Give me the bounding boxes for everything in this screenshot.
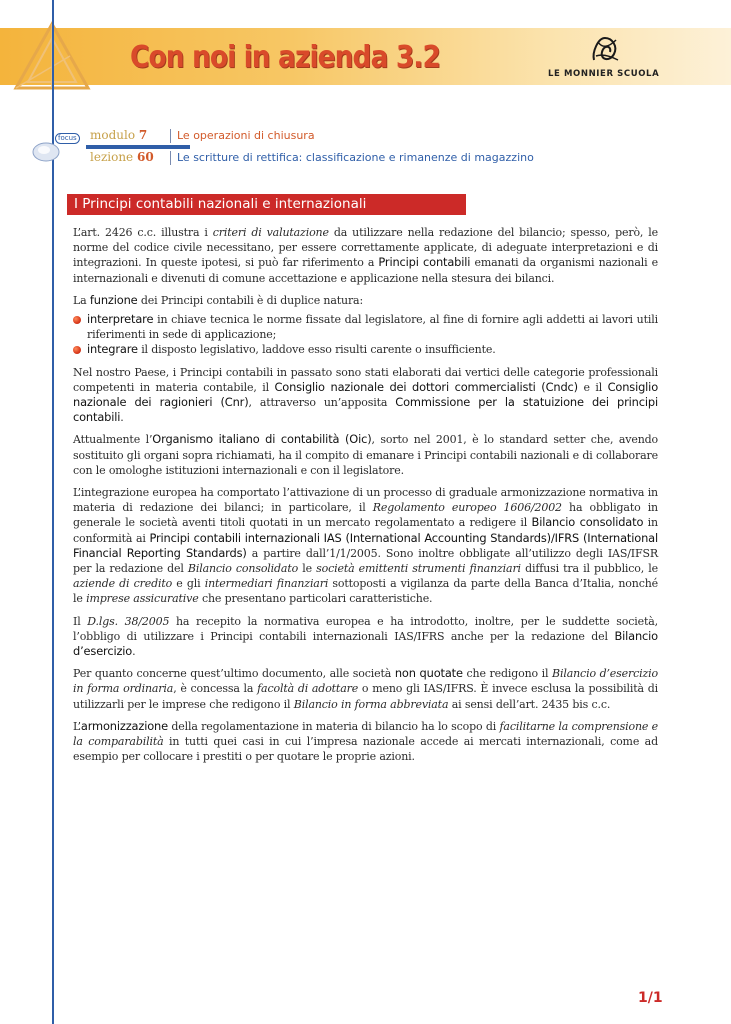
paragraph: L’art. 2426 c.c. illustra i criteri di valutazione da utilizzare nella redazione del bilancio; spesso, però, le norme del codice civile necessitano, per essere correttamente applicate, di adeguate interpretazioni e di integrazioni. In queste ipotesi, si può far riferimento a Principi contabili emanati da organismi nazionali e internazionali e divenuti di comune accettazione e applicazione nella stesura dei bilanci.	[73, 226, 659, 285]
module-title: Le operazioni di chiusura	[177, 129, 315, 142]
paragraph: Nel nostro Paese, i Principi contabili in passato sono stati elaborati dai vertici delle categorie professionali competenti in materia contabile, il Consiglio nazionale dei dottori commercialisti (Cndc) e il Consiglio nazionale dei ragionieri (Cnr), attraverso un’apposita Commissione per la statuizione dei principi contabili.	[73, 365, 659, 425]
function-list	[73, 312, 658, 358]
list-item: integrare il disposto legislativo, laddove esso risulti carente o insufficiente.	[73, 342, 658, 357]
lesson-number: 60	[136, 150, 154, 164]
page-number: 1/1	[638, 990, 663, 1006]
bullet-icon	[73, 346, 81, 354]
lesson-label	[90, 150, 154, 164]
module-number: 7	[138, 128, 148, 142]
module-underline	[86, 145, 190, 149]
paragraph: L’armonizzazione della regolamentazione in materia di bilancio ha lo scopo di facilitarne la comprensione e la comparabilità in tutti quei casi in cui l’impresa nazionale accede ai mercati internazionali, come ad esempio per collocare i prestiti o per quotare le proprie azioni.	[73, 718, 658, 764]
lesson-title: Le scritture di rettifica: classificazione e rimanenze di magazzino	[177, 151, 534, 164]
paragraph: La funzione dei Principi contabili è di duplice natura:	[73, 292, 364, 307]
module-label	[90, 128, 147, 142]
paragraph: L’integrazione europea ha comportato l’attivazione di un processo di graduale armonizzazione normativa in materia di redazione dei bilanci; in particolare, il Regolamento europeo 1606/2002 ha obbligato in generale le società aventi titoli quotati in un mercato regolamentato a redigere il Bilancio consolidato in conformità ai Principi contabili internazionali IAS (International Accounting Standards)/IFRS (International Financial Reporting Standards) a partire dall’1/1/2005. Sono inoltre obbligate all’utilizzo degli IAS/IFSR per la redazione del Bilancio consolidato le società emittenti strumenti finanziari diffusi tra il pubblico, le aziende di credito e gli intermediari finanziari sottoposti a vigilanza da parte della Banca d’Italia, nonché le imprese assicurative che presentano particolari caratteristiche.	[73, 486, 659, 606]
lesson-separator	[170, 151, 171, 165]
body-text	[73, 225, 658, 772]
lesson-key: lezione	[90, 150, 134, 164]
section-heading: I Principi contabili nazionali e internazionali	[67, 194, 466, 215]
focus-label: focus	[55, 133, 80, 144]
module-separator	[170, 129, 171, 143]
module-key: modulo	[90, 128, 136, 142]
paragraph: Per quanto concerne quest’ultimo documento, alle società non quotate che redigono il Bilancio d’esercizio in forma ordinaria, è concessa la facoltà di adottare o meno gli IAS/IFRS. È invece esclusa la possibilità di utilizzarli per le imprese che redigono il Bilancio in forma abbreviata ai sensi dell’art. 2435 bis c.c.	[73, 666, 658, 711]
paragraph: Attualmente l’Organismo italiano di contabilità (Oic), sorto nel 2001, è lo standard setter che, avendo sostituito gli organi sopra richiamati, ha il compito di emanare i Principi contabili nazionali e di collaborare con le omologhe istituzioni internazionali e con il legislatore.	[73, 432, 658, 477]
publication-title: Con noi in azienda 3.2	[130, 40, 440, 75]
paragraph: Il D.lgs. 38/2005 ha recepito la normativa europea e ha introdotto, inoltre, per le suddette società, l’obbligo di utilizzare i Principi contabili internazionali IAS/IFRS anche per la redazione del Bilancio d’esercizio.	[73, 614, 658, 659]
bullet-icon	[73, 316, 81, 324]
publisher-name: LE MONNIER SCUOLA	[548, 69, 660, 79]
publisher-monogram-icon	[588, 34, 622, 64]
list-item: interpretare in chiave tecnica le norme fissate dal legislatore, al fine di fornire agli addetti ai lavori utili riferimenti in sede di applicazione;	[73, 312, 658, 342]
